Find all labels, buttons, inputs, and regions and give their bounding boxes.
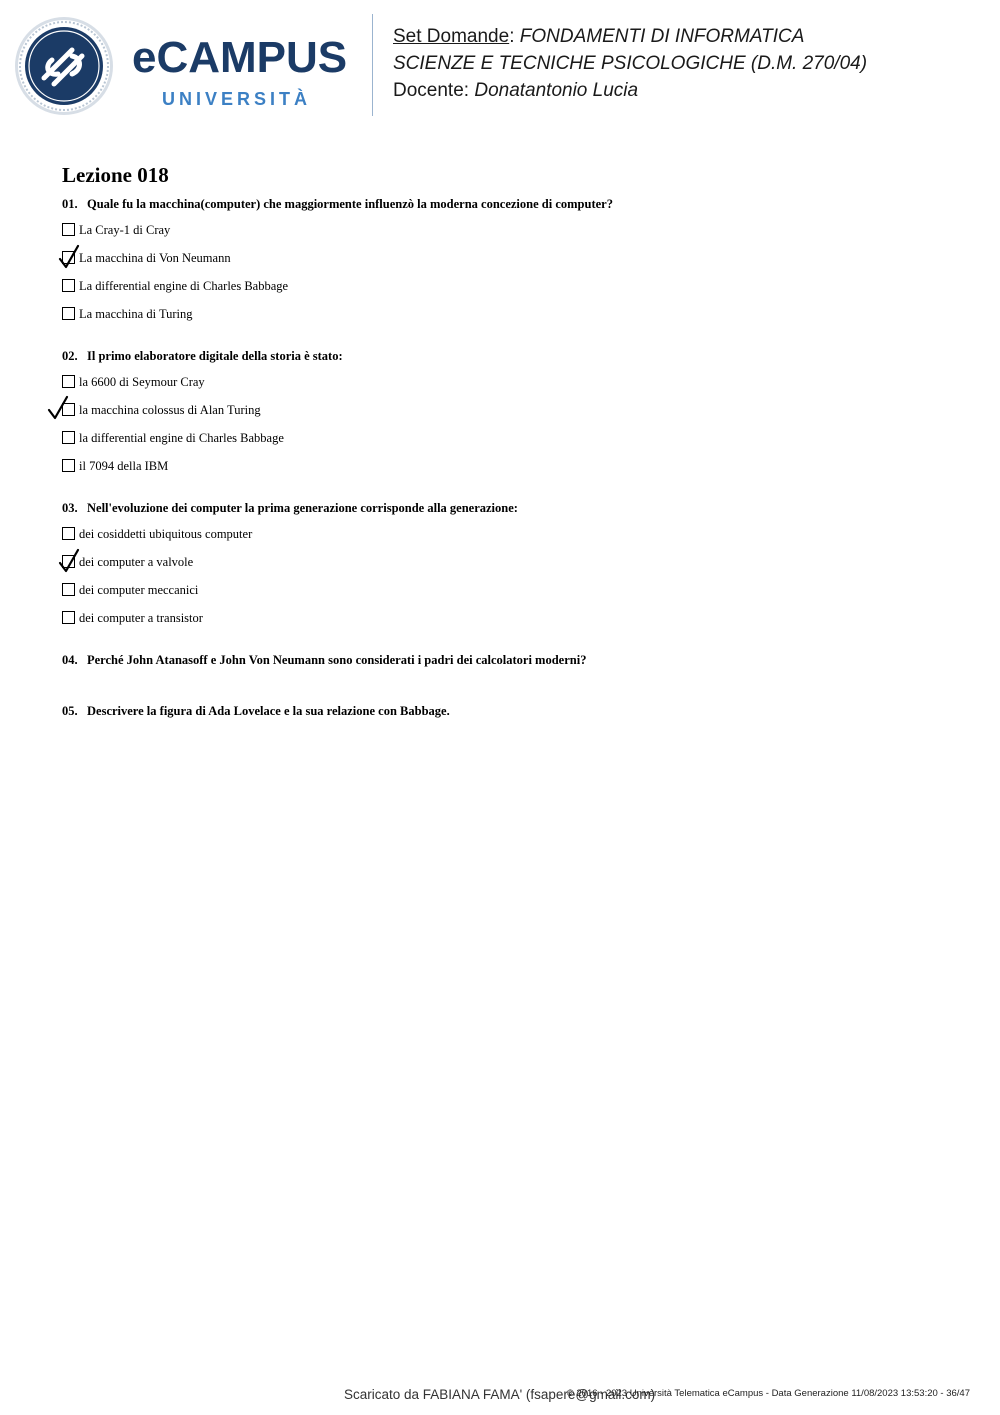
answer-checkbox[interactable]: [62, 251, 75, 264]
answer-label: La macchina di Turing: [79, 307, 193, 321]
ecampus-logo: [14, 14, 359, 118]
question-05: [62, 703, 942, 719]
answer-option[interactable]: [62, 610, 942, 638]
logo-wordmark: eCAMPUS: [132, 33, 348, 82]
answer-checkbox[interactable]: [62, 403, 75, 416]
course-info: [393, 23, 867, 104]
question-text: [62, 196, 942, 212]
answer-option[interactable]: [62, 458, 942, 486]
teacher-label: Docente: [393, 80, 464, 101]
answer-option[interactable]: [62, 374, 942, 402]
answer-checkbox[interactable]: [62, 279, 75, 292]
answer-option[interactable]: [62, 430, 942, 458]
question-text: [62, 703, 942, 719]
download-notice: Scaricato da FABIANA FAMA' (fsapere@gmail.com): [344, 1387, 656, 1402]
set-label: Set Domande: [393, 26, 510, 47]
question-prompt: Perché John Atanasoff e John Von Neumann sono considerati i padri dei calcolatori moderni?: [87, 653, 587, 667]
ecampus-seal-icon: [14, 16, 114, 116]
course-title-line: Set Domande: FONDAMENTI DI INFORMATICA: [393, 26, 805, 47]
answer-label: La Cray-1 di Cray: [79, 223, 171, 237]
question-number: 02.: [62, 349, 78, 363]
logo-subtitle: UNIVERSITÀ: [162, 89, 312, 109]
answer-label: il 7094 della IBM: [79, 459, 169, 473]
question-text: [62, 652, 942, 668]
answer-option-correct[interactable]: [62, 402, 942, 430]
answer-label: dei cosiddetti ubiquitous computer: [79, 527, 253, 541]
course-program-line: [393, 50, 867, 77]
question-number: 04.: [62, 653, 78, 667]
question-spacer: [62, 678, 942, 703]
answer-option[interactable]: [62, 582, 942, 610]
question-04: [62, 652, 942, 668]
answer-checkbox[interactable]: [62, 431, 75, 444]
answer-label: la macchina colossus di Alan Turing: [79, 403, 261, 417]
question-prompt: Quale fu la macchina(computer) che maggiormente influenzò la moderna concezione di computer?: [87, 197, 613, 211]
answer-label: La macchina di Von Neumann: [79, 251, 231, 265]
question-prompt: Nell'evoluzione dei computer la prima generazione corrisponde alla generazione:: [87, 501, 518, 515]
question-text: [62, 348, 942, 364]
question-text: [62, 500, 942, 516]
course-program: SCIENZE E TECNICHE PSICOLOGICHE (D.M. 270/04): [393, 53, 868, 74]
question-01: [62, 196, 942, 334]
lesson-title: Lezione 018: [62, 163, 169, 187]
answer-checkbox[interactable]: [62, 527, 75, 540]
question-number: 01.: [62, 197, 78, 211]
course-title: FONDAMENTI DI INFORMATICA: [519, 26, 805, 47]
answer-option[interactable]: [62, 526, 942, 554]
answer-checkbox[interactable]: [62, 459, 75, 472]
answer-label: la 6600 di Seymour Cray: [79, 375, 205, 389]
answer-checkbox[interactable]: [62, 555, 75, 568]
question-number: 03.: [62, 501, 78, 515]
question-spacer: [62, 486, 942, 500]
copyright-notice: © 2016 - 2023 Università Telematica eCampus - Data Generazione 11/08/2023 13:53:20 - 36/47: [566, 1388, 970, 1399]
answer-checkbox[interactable]: [62, 307, 75, 320]
question-02: [62, 348, 942, 486]
document-header: [0, 0, 1000, 130]
question-prompt: Il primo elaboratore digitale della storia è stato:: [87, 349, 343, 363]
answer-checkbox[interactable]: [62, 375, 75, 388]
answer-checkbox[interactable]: [62, 223, 75, 236]
answer-option-correct[interactable]: [62, 554, 942, 582]
answer-option[interactable]: [62, 306, 942, 334]
answer-checkbox[interactable]: [62, 611, 75, 624]
answer-option-correct[interactable]: [62, 250, 942, 278]
document-footer: [0, 1383, 1000, 1407]
question-spacer: [62, 334, 942, 348]
answer-label: la differential engine di Charles Babbage: [79, 431, 284, 445]
question-set: [62, 162, 942, 729]
header-divider: [372, 14, 373, 116]
question-number: 05.: [62, 704, 78, 718]
answer-option[interactable]: [62, 278, 942, 306]
question-prompt: Descrivere la figura di Ada Lovelace e la sua relazione con Babbage.: [87, 704, 450, 718]
answer-option[interactable]: [62, 222, 942, 250]
teacher-name: Donatantonio Lucia: [474, 80, 639, 101]
answer-checkbox[interactable]: [62, 583, 75, 596]
answer-label: La differential engine di Charles Babbage: [79, 279, 289, 293]
answer-label: dei computer meccanici: [79, 583, 199, 597]
answer-label: dei computer a transistor: [79, 611, 203, 625]
answer-label: dei computer a valvole: [79, 555, 194, 569]
question-03: [62, 500, 942, 638]
teacher-line: Docente: Donatantonio Lucia: [393, 80, 639, 101]
question-spacer: [62, 638, 942, 652]
